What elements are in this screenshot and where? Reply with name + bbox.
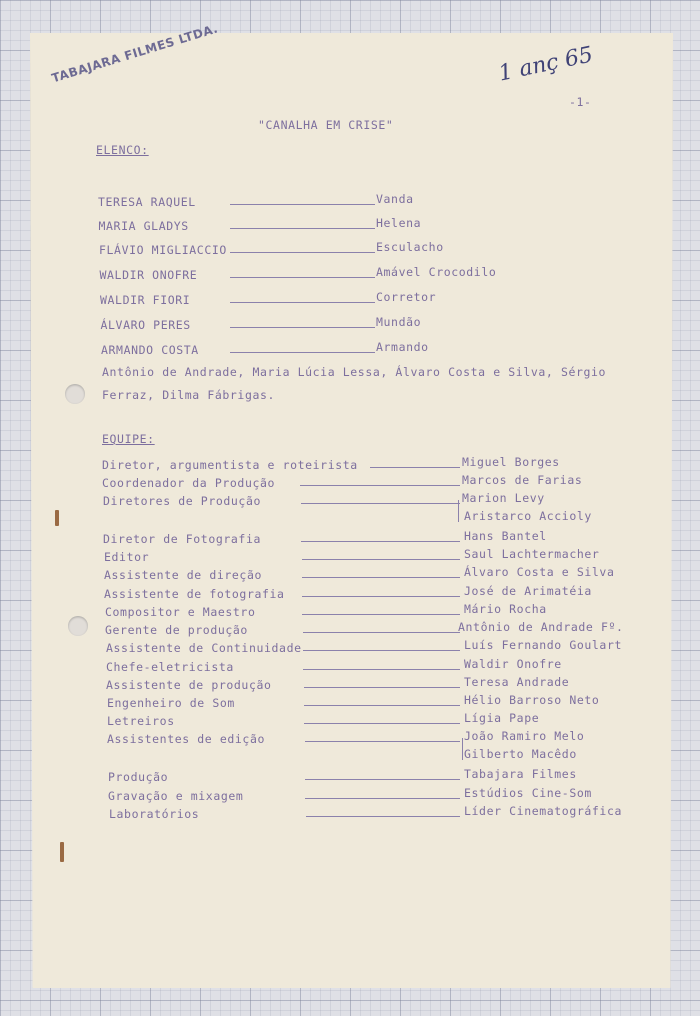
crew-name: Álvaro Costa e Silva <box>464 565 615 579</box>
cast-actor: FLÁVIO MIGLIACCIO <box>99 243 227 257</box>
cast-role: Esculacho <box>376 240 444 254</box>
crew-name: Lígia Pape <box>464 711 540 725</box>
cast-actor: WALDIR FIORI <box>100 293 191 307</box>
crew-leader-line <box>303 669 460 670</box>
cast-role: Amável Crocodilo <box>376 265 497 279</box>
crew-function: Diretores de Produção <box>103 494 261 508</box>
crew-function: Editor <box>104 550 150 564</box>
rust-mark <box>60 842 64 862</box>
crew-name: Teresa Andrade <box>464 675 570 689</box>
name-bracket <box>458 500 459 522</box>
cast-role: Vanda <box>376 192 414 206</box>
crew-name: Hans Bantel <box>464 529 547 543</box>
cast-leader-line <box>230 252 375 253</box>
cast-role: Armando <box>376 340 429 354</box>
cast-actor: TERESA RAQUEL <box>98 195 196 209</box>
cast-actor: WALDIR ONOFRE <box>99 268 198 282</box>
crew-function: Assistente de fotografia <box>104 587 285 601</box>
rust-mark <box>55 510 59 526</box>
crew-function: Assistentes de edição <box>107 732 265 746</box>
cast-role: Corretor <box>376 290 437 304</box>
crew-leader-line <box>303 632 460 633</box>
crew-function: Compositor e Maestro <box>105 605 256 619</box>
cast-actor: ÁLVARO PERES <box>100 318 191 332</box>
crew-leader-line <box>304 705 460 706</box>
crew-function: Diretor de Fotografia <box>103 532 261 546</box>
company-stamp: TABAJARA FILMES LTDA. <box>50 21 220 86</box>
name-bracket <box>462 738 463 760</box>
crew-heading: EQUIPE: <box>102 432 155 446</box>
cast-leader-line <box>230 302 375 303</box>
crew-function: Gerente de produção <box>105 623 248 637</box>
cast-actor: MARIA GLADYS <box>98 219 189 233</box>
crew-name: Marcos de Farias <box>462 473 583 487</box>
crew-function: Engenheiro de Som <box>107 696 235 710</box>
crew-leader-line <box>302 559 460 560</box>
crew-name: Mário Rocha <box>464 602 547 616</box>
crew-name: Luís Fernando Goulart <box>464 638 622 652</box>
cast-others-line1: Antônio de Andrade, Maria Lúcia Lessa, Álvaro Costa e Silva, Sérgio <box>102 365 607 379</box>
cast-leader-line <box>230 228 375 229</box>
cast-leader-line <box>230 352 375 353</box>
crew-name: Estúdios Cine-Som <box>464 786 592 800</box>
crew-name: João Ramiro Melo <box>464 729 585 743</box>
crew-leader-line <box>306 816 460 817</box>
document-title: "CANALHA EM CRISE" <box>258 118 394 132</box>
crew-name: Marion Levy <box>462 491 545 505</box>
crew-function: Assistente de Continuidade <box>106 641 302 655</box>
crew-leader-line <box>302 614 460 615</box>
crew-function: Produção <box>108 770 169 784</box>
punch-hole <box>65 384 85 404</box>
cast-leader-line <box>230 327 375 328</box>
crew-function: Letreiros <box>107 714 175 728</box>
crew-name: Líder Cinematográfica <box>464 804 622 818</box>
cast-role: Mundão <box>376 315 422 329</box>
handwritten-note: 1 anç 65 <box>496 42 596 87</box>
cast-leader-line <box>230 204 375 205</box>
crew-leader-line <box>305 741 460 742</box>
crew-name: Aristarco Accioly <box>464 509 592 523</box>
crew-leader-line <box>370 467 460 468</box>
crew-function: Assistente de direção <box>104 568 262 582</box>
crew-function: Coordenador da Produção <box>102 476 276 490</box>
crew-function: Laboratórios <box>109 807 200 821</box>
cast-leader-line <box>230 277 375 278</box>
crew-name: Antônio de Andrade Fº. <box>458 620 624 634</box>
crew-name: Saul Lachtermacher <box>464 547 600 561</box>
cast-others-line2: Ferraz, Dilma Fábrigas. <box>102 388 276 402</box>
crew-leader-line <box>300 485 460 486</box>
crew-function: Diretor, argumentista e roteirista <box>102 458 358 472</box>
cast-actor: ARMANDO COSTA <box>101 343 199 357</box>
crew-name: Miguel Borges <box>462 455 560 469</box>
crew-leader-line <box>301 503 460 504</box>
crew-leader-line <box>305 779 460 780</box>
page-number: -1- <box>569 95 592 109</box>
crew-name: José de Arimatéia <box>464 584 592 598</box>
crew-function: Chefe-eletricista <box>106 660 234 674</box>
cast-role: Helena <box>376 216 422 230</box>
crew-leader-line <box>301 541 460 542</box>
crew-name: Tabajara Filmes <box>464 767 577 781</box>
crew-name: Waldir Onofre <box>464 657 562 671</box>
crew-function: Gravação e mixagem <box>108 789 244 803</box>
crew-leader-line <box>302 596 460 597</box>
cast-heading: ELENCO: <box>96 143 149 157</box>
crew-name: Hélio Barroso Neto <box>464 693 600 707</box>
crew-leader-line <box>304 687 460 688</box>
crew-leader-line <box>303 650 460 651</box>
punch-hole <box>68 616 88 636</box>
crew-leader-line <box>305 798 460 799</box>
crew-leader-line <box>304 723 460 724</box>
crew-function: Assistente de produção <box>106 678 272 692</box>
crew-name: Gilberto Macêdo <box>464 747 577 761</box>
crew-leader-line <box>302 577 460 578</box>
